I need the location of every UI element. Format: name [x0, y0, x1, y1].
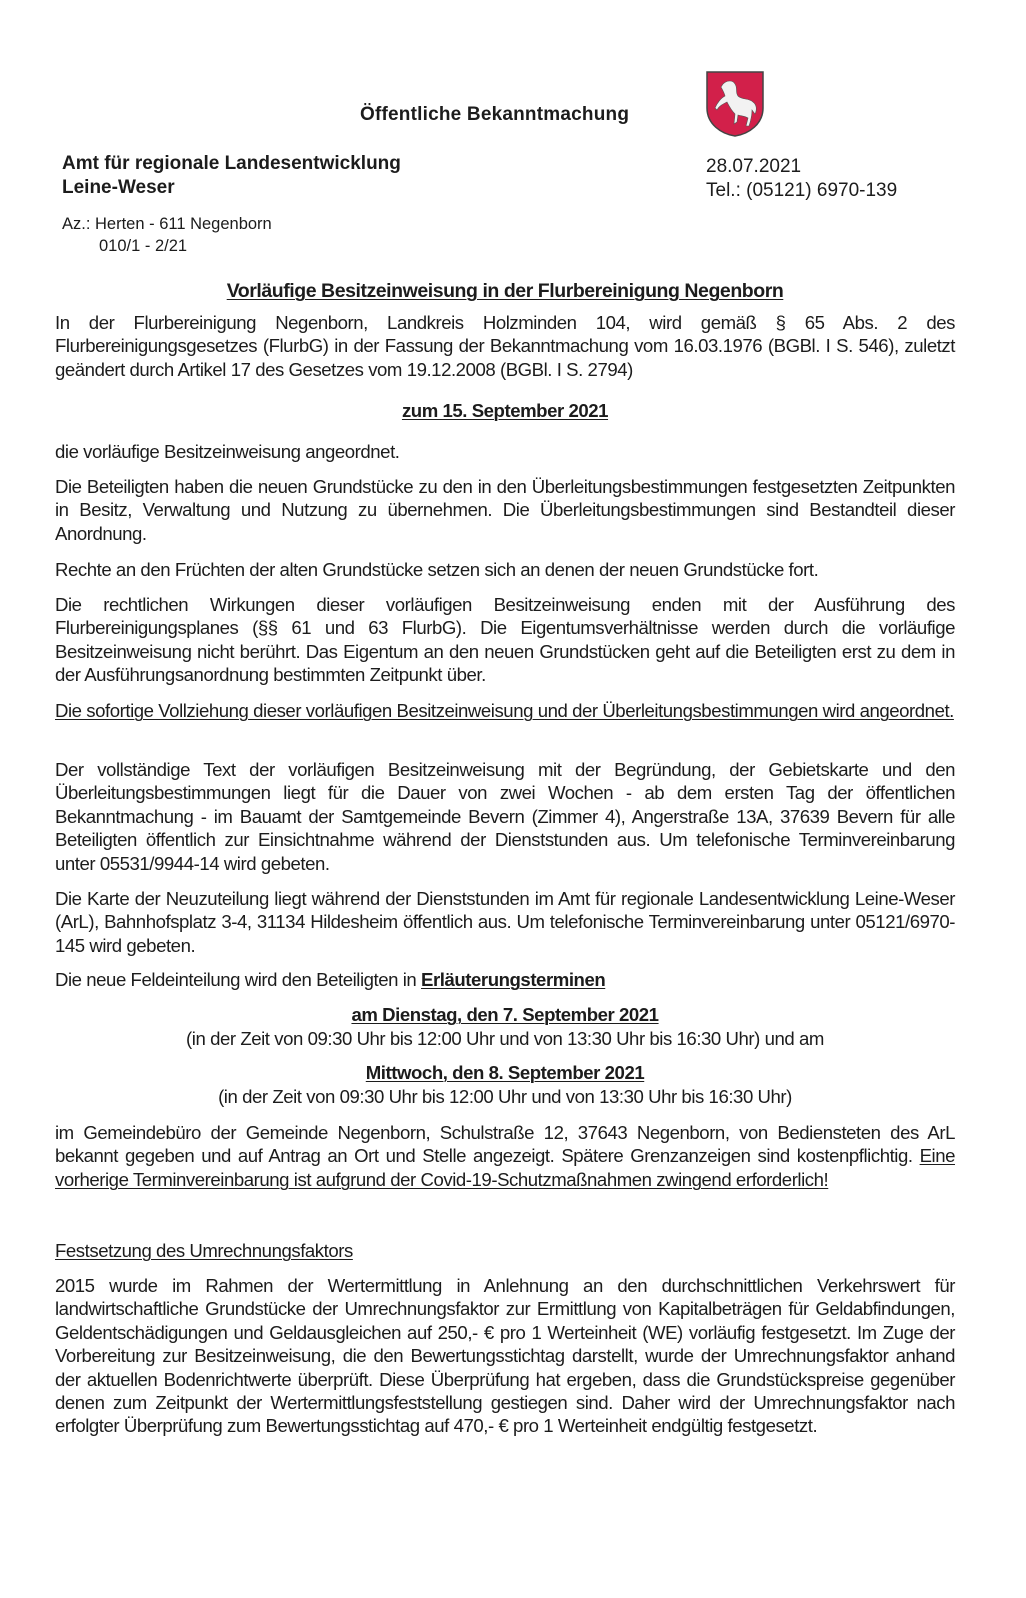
intro-paragraph: In der Flurbereinigung Negenborn, Landkreis Holzminden 104, wird gemäß § 65 Abs. 2 des Flurbereinigungsgesetzes (FlurbG) in der Fassung der Bekanntmachung vom 16.03.1976 (BGBl. I S. 546), zuletzt geändert durch Artikel 17 des Gesetzes vom 19.12.2008 (BGBl. I S. 2794): [55, 312, 955, 380]
reference-line-1: Az.: Herten - 611 Negenborn: [62, 215, 272, 233]
appointment-date-1: am Dienstag, den 7. September 2021: [351, 1004, 659, 1025]
rights-paragraph: Rechte an den Früchten der alten Grundstücke setzen sich an denen der neuen Grundstücke fort.: [55, 559, 819, 580]
new-layout-text: Die neue Feldeinteilung wird den Beteiligten in: [55, 969, 422, 990]
office-name: Amt für regionale Landesentwicklung: [62, 153, 401, 174]
date-contact-block: [706, 155, 897, 203]
new-layout-paragraph: [55, 968, 955, 991]
document-title: Vorläufige Besitzeinweisung in der Flurbereinigung Negenborn: [226, 280, 784, 302]
ordered-statement: die vorläufige Besitzeinweisung angeordnet.: [55, 441, 400, 462]
issuing-office: [62, 152, 401, 200]
location-text: im Gemeindebüro der Gemeinde Negenborn, Schulstraße 12, 37643 Negenborn, von Bediensteten des ArL bekannt gegeben und auf Antrag an Ort und Stelle angezeigt. Spätere Grenzanzeigen sind kostenpflichtig.: [55, 1122, 955, 1167]
effective-date: zum 15. September 2021: [401, 400, 609, 421]
fulltext-paragraph: Der vollständige Text der vorläufigen Besitzeinweisung mit der Begründung, der Gebietskarte und den Überleitungsbestimmungen liegt für die Dauer von zwei Wochen - ab dem ersten Tag der öffentlichen Bekanntmachung - im Bauamt der Samtgemeinde Bevern (Zimmer 4), Angerstraße 13A, 37639 Bevern für alle Beteiligten öffentlich zur Einsichtnahme während der Dienststunden aus. Um telefonische Terminvereinbarung unter 05531/9944-14 wird gebeten.: [55, 759, 955, 874]
lower-saxony-horse-crest-icon: [705, 70, 765, 138]
conversion-factor-paragraph: 2015 wurde im Rahmen der Wertermittlung in Anlehnung an den durchschnittlichen Verkehrswert für landwirtschaftliche Grundstücke der Umrechnungsfaktor zur Ermittlung von Kapitalbeträgen für Geldabfindungen, Geldentschädigungen und Geldausgleichen auf 250,- € pro 1 Werteinheit (WE) vorläufig festgesetzt. Im Zuge der Vorbereitung zur Besitzeinweisung, die den Bewertungsstichtag darstellt, wurde der Umrechnungsfaktor anhand der aktuellen Bodenrichtwerte überprüft. Diese Überprüfung hat ergeben, dass die Grundstückspreise gegenüber denen zum Zeitpunkt der Wertermittlungsfeststellung gestiegen sind. Daher wird der Umrechnungsfaktor nach erfolgter Überprüfung zum Bewertungsstichtag auf 470,- € pro 1 Werteinheit endgültig festgesetzt.: [55, 1275, 955, 1437]
location-paragraph: [55, 1121, 955, 1191]
appointment-time-2: (in der Zeit von 09:30 Uhr bis 12:00 Uhr und von 13:30 Uhr bis 16:30 Uhr): [218, 1086, 792, 1107]
immediate-enforcement: Die sofortige Vollziehung dieser vorläufigen Besitzeinweisung und der Überleitungsbestimmungen wird angeordnet.: [55, 700, 954, 721]
notice-title: Öffentliche Bekanntmachung: [360, 104, 630, 125]
appointment-time-1: (in der Zeit von 09:30 Uhr bis 12:00 Uhr und von 13:30 Uhr bis 16:30 Uhr) und am: [186, 1028, 824, 1049]
document-date: 28.07.2021: [706, 156, 802, 177]
phone-number: Tel.: (05121) 6970-139: [706, 180, 898, 201]
section-heading: Festsetzung des Umrechnungsfaktors: [55, 1240, 353, 1261]
participants-paragraph: Die Beteiligten haben die neuen Grundstücke zu den in den Überleitungsbestimmungen festgesetzten Zeitpunkten in Besitz, Verwaltung und Nutzung zu übernehmen. Die Überleitungsbestimmungen sind Bestandteil dieser Anordnung.: [55, 476, 955, 544]
map-paragraph: Die Karte der Neuzuteilung liegt während der Dienststunden im Amt für regionale Landesentwicklung Leine-Weser (ArL), Bahnhofsplatz 3-4, 31134 Hildesheim öffentlich aus. Um telefonische Terminvereinbarung unter 05121/6970-145 wird gebeten.: [55, 888, 955, 956]
reference-line-2: 010/1 - 2/21: [99, 237, 188, 255]
effects-paragraph: Die rechtlichen Wirkungen dieser vorläufigen Besitzeinweisung enden mit der Ausführung des Flurbereinigungsplanes (§§ 61 und 63 FlurbG). Die Eigentumsverhältnisse werden durch die vorläufige Besitzeinweisung nicht berührt. Das Eigentum an den neuen Grundstücken geht auf die Beteiligten erst zu dem in der Ausführungsanordnung bestimmten Zeitpunkt über.: [55, 594, 955, 686]
reference-number: [62, 213, 272, 257]
explanation-dates-term: Erläuterungsterminen: [421, 969, 606, 990]
appointment-date-2: Mittwoch, den 8. September 2021: [365, 1062, 645, 1083]
covid-notice: Eine vorherige Terminvereinbarung ist aufgrund der Covid-19-Schutzmaßnahmen zwingend erforderlich!: [55, 1145, 955, 1190]
office-region: Leine-Weser: [62, 177, 175, 198]
